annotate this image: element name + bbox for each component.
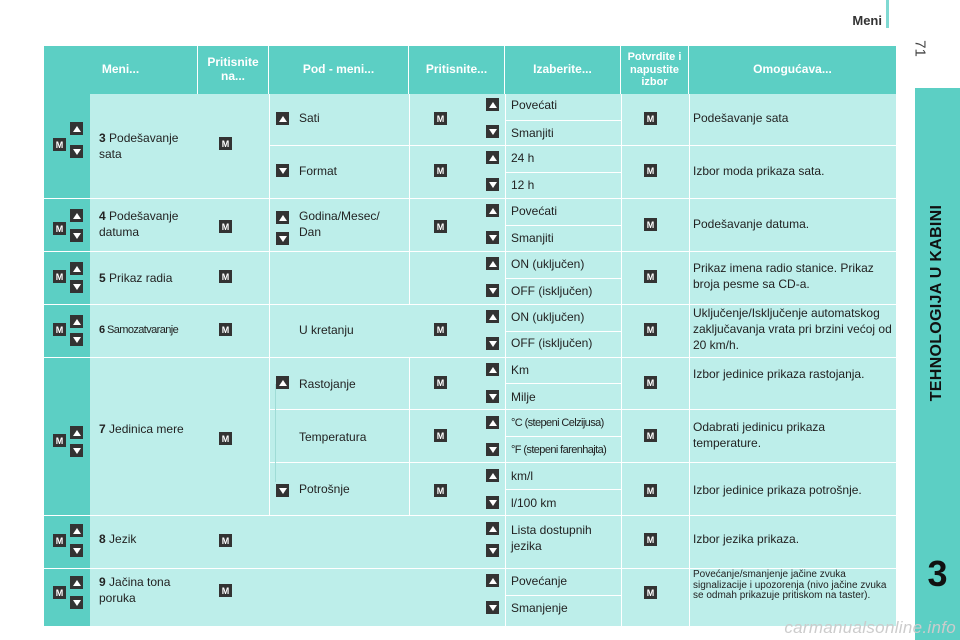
down-arrow-icon (486, 443, 499, 456)
down-arrow-icon (486, 284, 499, 297)
column-header: Omogućava... (689, 46, 896, 94)
submenu-label: Rastojanje (299, 377, 356, 391)
m-button-icon: M (53, 270, 66, 283)
down-arrow-icon (276, 232, 289, 245)
m-button-icon: M (644, 376, 657, 389)
m-button-icon: M (644, 533, 657, 546)
header-divider (886, 0, 889, 28)
m-button-icon: M (434, 164, 447, 177)
option-label: Povećati (511, 98, 558, 112)
down-arrow-icon (486, 337, 499, 350)
chapter-number: 3 (927, 553, 948, 594)
m-button-icon: M (434, 112, 447, 125)
m-button-icon: M (219, 534, 232, 547)
submenu-label: U kretanju (299, 323, 354, 337)
up-arrow-icon (486, 310, 499, 323)
m-button-icon: M (644, 586, 657, 599)
up-arrow-icon (276, 376, 289, 389)
m-button-icon: M (644, 164, 657, 177)
submenu-label: Format (299, 164, 338, 178)
down-arrow-icon (486, 544, 499, 557)
up-arrow-icon (486, 469, 499, 482)
up-arrow-icon (70, 315, 83, 328)
description: Podešavanje sata (693, 111, 789, 125)
option-label: Km (511, 363, 529, 377)
option-label: °F (stepeni farenhajta) (511, 444, 607, 456)
description: Odabrati jedinicu prikaza temperature. (693, 420, 826, 451)
description: Izbor jezika prikaza. (693, 532, 800, 546)
option-label: Smanjiti (511, 231, 554, 245)
up-arrow-icon (70, 262, 83, 275)
up-arrow-icon (486, 98, 499, 111)
option-label: OFF (isključen) (511, 336, 593, 350)
up-arrow-icon (486, 204, 499, 217)
m-button-icon: M (53, 323, 66, 336)
down-arrow-icon (70, 333, 83, 346)
option-label: Milje (511, 390, 536, 404)
down-arrow-icon (486, 125, 499, 138)
down-arrow-icon (276, 484, 289, 497)
description: Podešavanje datuma. (693, 217, 810, 231)
down-arrow-icon (276, 164, 289, 177)
description: Povećanje/smanjenje jačine zvuka signalizacije i upozorenja (nivo jačine zvuka se odmah prikazuje pritiskom na taster). (693, 569, 887, 601)
down-arrow-icon (486, 231, 499, 244)
description: Izbor jedinice prikaza rastojanja. (693, 367, 865, 381)
menu-item-autolock: 6 Samozatvaranje (99, 324, 179, 336)
m-button-icon: M (434, 220, 447, 233)
page-number: 71 (911, 40, 929, 57)
description: Prikaz imena radio stanice. Prikaz broja pesme sa CD-a. (693, 261, 874, 292)
menu-item-clock: 3 Podešavanje sata (99, 131, 179, 162)
page-title: Meni (852, 13, 882, 28)
m-button-icon: M (219, 137, 232, 150)
chapter-sidebar (915, 88, 960, 640)
m-button-icon: M (53, 586, 66, 599)
up-arrow-icon (70, 576, 83, 589)
m-button-icon: M (434, 323, 447, 336)
column-header: Meni... (44, 46, 198, 94)
m-button-icon: M (644, 218, 657, 231)
down-arrow-icon (486, 601, 499, 614)
m-button-icon: M (644, 429, 657, 442)
down-arrow-icon (486, 178, 499, 191)
column-header: Pritisnite na... (198, 46, 269, 94)
option-label: 12 h (511, 178, 535, 192)
option-label: 24 h (511, 151, 535, 165)
m-button-icon: M (434, 376, 447, 389)
option-label: ON (uključen) (511, 310, 585, 324)
up-arrow-icon (70, 524, 83, 537)
m-button-icon: M (434, 429, 447, 442)
option-label: °C (stepeni Celzijusa) (511, 417, 604, 429)
up-arrow-icon (70, 209, 83, 222)
m-button-icon: M (644, 112, 657, 125)
m-button-icon: M (219, 270, 232, 283)
option-label: ON (uključen) (511, 257, 585, 271)
option-label: Smanjenje (511, 601, 568, 615)
m-button-icon: M (53, 434, 66, 447)
button-column (44, 94, 90, 626)
menu-item-radio-display: 5 Prikaz radia (99, 271, 173, 285)
down-arrow-icon (70, 544, 83, 557)
watermark: carmanualsonline.info (784, 618, 956, 637)
option-label: l/100 km (511, 496, 557, 510)
menu-item-language: 8 Jezik (99, 532, 137, 546)
up-arrow-icon (276, 211, 289, 224)
down-arrow-icon (70, 596, 83, 609)
menu-table (44, 45, 896, 626)
m-button-icon: M (644, 484, 657, 497)
m-button-icon: M (53, 534, 66, 547)
up-arrow-icon (486, 151, 499, 164)
down-arrow-icon (486, 496, 499, 509)
option-label: Lista dostupnih jezika (511, 523, 592, 554)
column-header: Potvrdite i napustite izbor (621, 46, 689, 94)
description: Uključenje/Isključenje automatskog zaključavanja vrata pri brzini većoj od 20 km/h. (693, 306, 892, 353)
m-button-icon: M (644, 270, 657, 283)
m-button-icon: M (219, 432, 232, 445)
option-label: km/l (511, 469, 533, 483)
up-arrow-icon (486, 416, 499, 429)
down-arrow-icon (486, 390, 499, 403)
description: Izbor moda prikaza sata. (693, 164, 825, 178)
up-arrow-icon (276, 112, 289, 125)
description: Izbor jedinice prikaza potrošnje. (693, 483, 862, 497)
column-header: Izaberite... (505, 46, 621, 94)
option-label: Povećanje (511, 574, 568, 588)
column-header: Pritisnite... (409, 46, 505, 94)
down-arrow-icon (70, 229, 83, 242)
down-arrow-icon (70, 280, 83, 293)
m-button-icon: M (219, 584, 232, 597)
up-arrow-icon (70, 122, 83, 135)
m-button-icon: M (53, 222, 66, 235)
submenu-label: Godina/Mesec/ Dan (299, 209, 380, 240)
menu-item-date: 4 Podešavanje datuma (99, 209, 179, 240)
submenu-label: Temperatura (299, 430, 367, 444)
down-arrow-icon (70, 444, 83, 457)
up-arrow-icon (70, 426, 83, 439)
chapter-title: TEHNOLOGIJA U KABINI (928, 204, 945, 402)
menu-item-units: 7 Jedinica mere (99, 422, 184, 436)
option-label: Smanjiti (511, 126, 554, 140)
up-arrow-icon (486, 257, 499, 270)
up-arrow-icon (486, 522, 499, 535)
m-button-icon: M (219, 323, 232, 336)
m-button-icon: M (434, 484, 447, 497)
submenu-label: Sati (299, 111, 320, 125)
column-header: Pod - meni... (269, 46, 409, 94)
option-label: Povećati (511, 204, 558, 218)
submenu-label: Potrošnje (299, 482, 350, 496)
option-label: OFF (isključen) (511, 284, 593, 298)
m-button-icon: M (53, 138, 66, 151)
menu-item-message-volume: 9 Jačina tona poruka (99, 575, 171, 606)
up-arrow-icon (486, 363, 499, 376)
m-button-icon: M (644, 323, 657, 336)
m-button-icon: M (219, 220, 232, 233)
up-arrow-icon (486, 574, 499, 587)
down-arrow-icon (70, 145, 83, 158)
